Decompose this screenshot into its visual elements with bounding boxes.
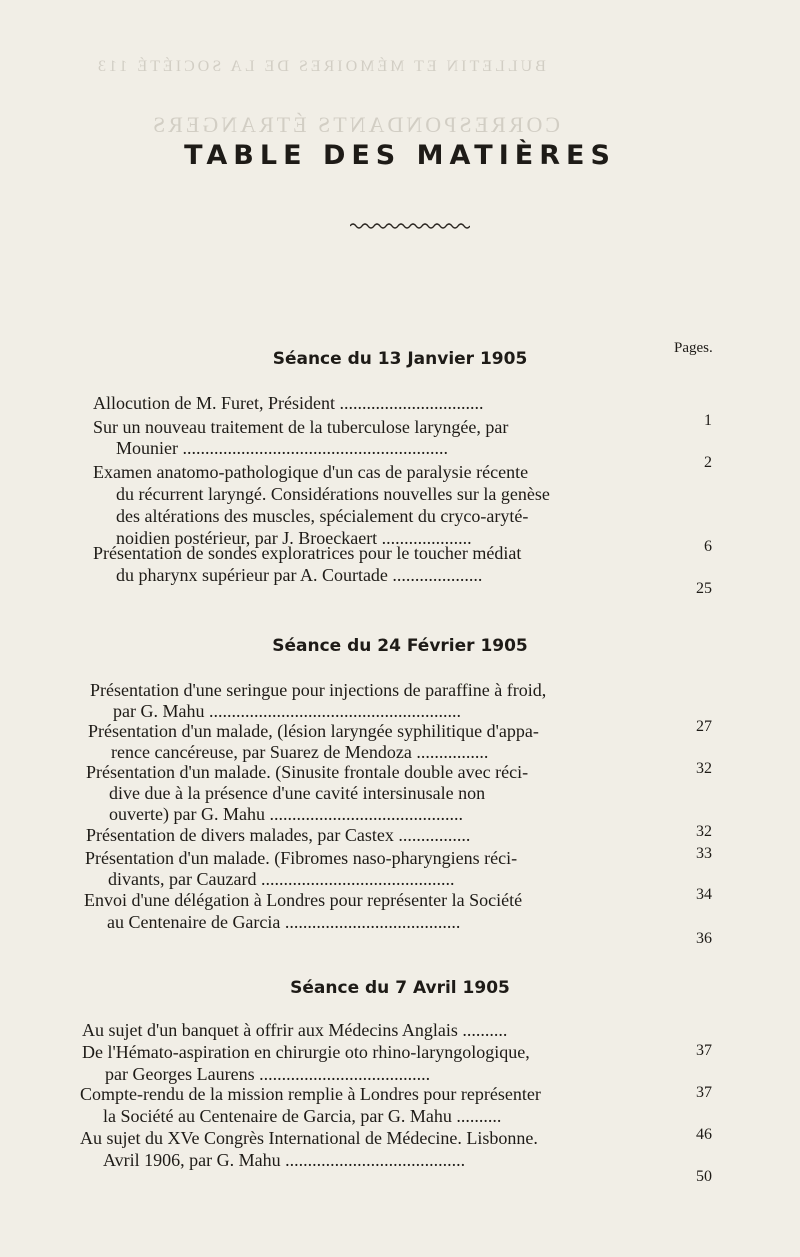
page-number: 36 (696, 930, 712, 947)
entry-line: Présentation de sondes exploratrices pour le toucher médiat (93, 543, 522, 563)
entry-line: Sur un nouveau traitement de la tuberculose laryngée, par (93, 417, 509, 437)
page-number: 50 (696, 1168, 712, 1185)
entry-line: De l'Hémato-aspiration en chirurgie oto rhino-laryngologique, (82, 1042, 530, 1062)
entry-line: par Georges Laurens ...................................... (105, 1064, 431, 1084)
entry-line: Mounier ........................................................... (116, 438, 448, 458)
entry-line: dive due à la présence d'une cavité intersinusale non (109, 783, 486, 803)
page-number: 46 (696, 1126, 712, 1143)
page-number: 32 (696, 760, 712, 777)
section-heading: Séance du 13 Janvier 1905 (272, 349, 528, 369)
section-heading: Séance du 24 Février 1905 (272, 636, 528, 656)
entry-line: Examen anatomo-pathologique d'un cas de paralysie récente (93, 462, 529, 482)
entry-line: Présentation d'un malade, (lésion laryngée syphilitique d'appa- (88, 721, 539, 741)
entry-line: Au sujet d'un banquet à offrir aux Médecins Anglais .......... (82, 1020, 508, 1040)
bleed-through-header: BULLETIN ET MÉMOIRES DE LA SOCIÉTÉ 113 (95, 58, 546, 75)
entry-line: Présentation d'une seringue pour injections de paraffine à froid, (90, 680, 547, 700)
entry-line: Allocution de M. Furet, Président ................................ (93, 393, 484, 413)
entry-line: des altérations des muscles, spécialement du cryco-aryté- (116, 506, 529, 526)
page-number: 6 (704, 538, 712, 555)
page-number: 1 (704, 412, 712, 429)
page-number: 37 (696, 1084, 712, 1101)
decorative-rule (350, 222, 470, 230)
entry-line: Présentation d'un malade. (Fibromes naso-pharyngiens réci- (85, 848, 518, 868)
entry-line: Présentation de divers malades, par Castex ................ (86, 825, 471, 845)
page-number: 33 (696, 845, 712, 862)
page-number: 32 (696, 823, 712, 840)
entry-line: noidien postérieur, par J. Broeckaert .................... (116, 528, 472, 548)
entry-line: du pharynx supérieur par A. Courtade .................... (116, 565, 483, 585)
entry-line: Avril 1906, par G. Mahu ........................................ (103, 1150, 466, 1170)
page-title: TABLE DES MATIÈRES (184, 140, 616, 171)
page-number: 25 (696, 580, 712, 597)
entry-line: du récurrent laryngé. Considérations nouvelles sur la genèse (116, 484, 550, 504)
bleed-through-subheader: CORRESPONDANTS ÉTRANGERS (150, 112, 560, 137)
entry-line: rence cancéreuse, par Suarez de Mendoza ................ (111, 742, 489, 762)
section-heading: Séance du 7 Avril 1905 (290, 978, 510, 998)
page-number: 37 (696, 1042, 712, 1059)
entry-line: au Centenaire de Garcia ....................................... (107, 912, 461, 932)
entry-line: divants, par Cauzard ........................................... (108, 869, 455, 889)
entry-line: par G. Mahu ........................................................ (113, 701, 461, 721)
page-number: 34 (696, 886, 712, 903)
entry-line: ouverte) par G. Mahu ........................................... (109, 804, 463, 824)
page-number: 27 (696, 718, 712, 735)
entry-line: Présentation d'un malade. (Sinusite frontale double avec réci- (86, 762, 529, 782)
entry-line: Envoi d'une délégation à Londres pour représenter la Société (84, 890, 523, 910)
entry-line: Compte-rendu de la mission remplie à Londres pour représenter (80, 1084, 541, 1104)
entry-line: Au sujet du XVe Congrès International de Médecine. Lisbonne. (80, 1128, 538, 1148)
pages-column-label: Pages. (674, 340, 713, 356)
entry-line: la Société au Centenaire de Garcia, par G. Mahu .......... (103, 1106, 502, 1126)
page-number: 2 (704, 454, 712, 471)
